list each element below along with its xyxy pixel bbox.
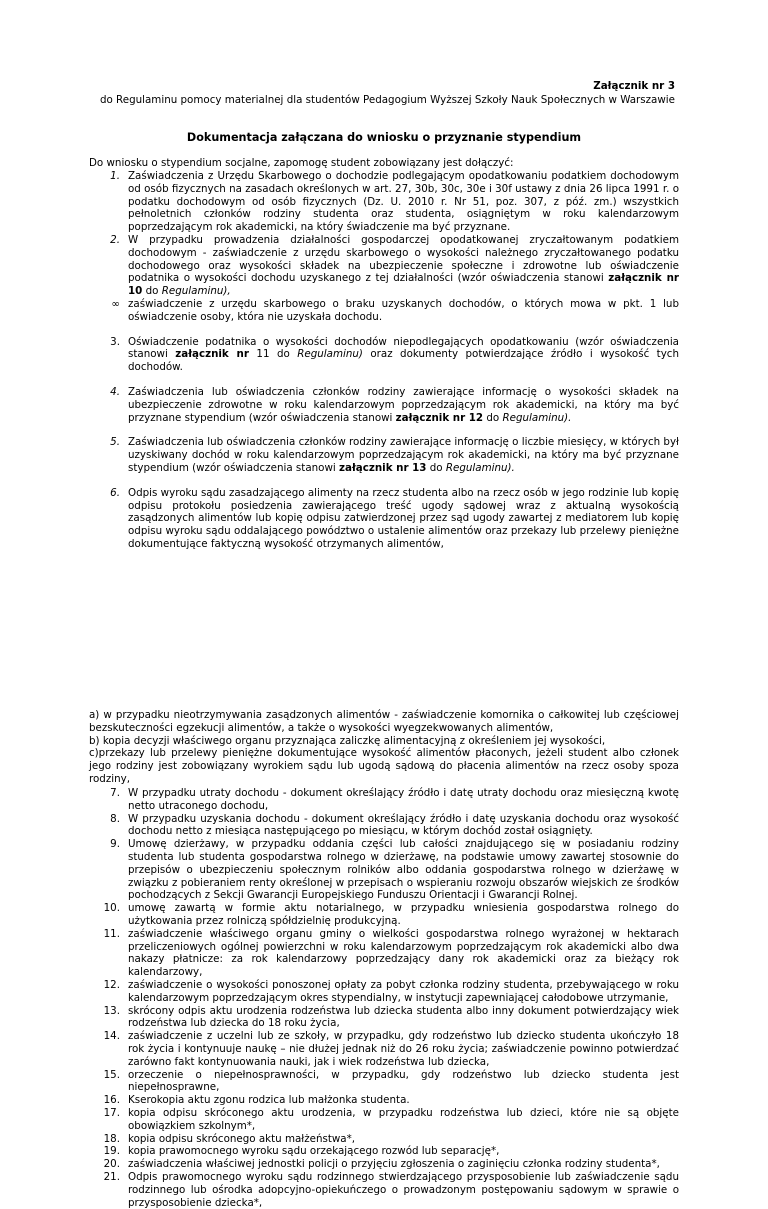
list-item (89, 787, 679, 813)
item-text: W przypadku utraty dochodu - dokument określający źródło i datę utraty dochodu oraz miesięczną kwotę netto utraconego dochodu, (128, 787, 679, 812)
requirements-list-2 (89, 787, 679, 1209)
item-text: Zaświadczenia lub oświadczenia członków rodziny zawierające informację o liczbie miesięcy, w których był uzyskiwany dochód w roku kalendarzowym poprzedzającym rok akademicki, na który ma być przyznane stypendium (wzór oświadczenia stanowi (128, 436, 679, 474)
item-text: Kserokopia aktu zgonu rodzica lub małżonka studenta. (128, 1094, 410, 1107)
item-text: Umowę dzierżawy, w przypadku oddania części lub całości znajdującego się w posiadaniu rodziny studenta lub studenta gospodarstwa rolnego w dzierżawę, na podstawie umowy zawartej stosownie do przepisów o ubezpieczeniu społecznym rolników albo oddania gospodarstwa rolnego w dzierżawę w związku z pobieraniem renty określonej w przepisach o wspieraniu rozwoju obszarów wiejskich ze środków pochodzących z Sekcji Gwarancji Europejskiego Funduszu Orientacji i Gwarancji Rolnej. (128, 838, 679, 902)
list-item (89, 928, 679, 979)
list-item (89, 170, 679, 234)
item-number: 2. (110, 233, 120, 246)
item-number: 15. (103, 1068, 120, 1081)
item-number: 3. (110, 335, 120, 348)
alimony-subpoints (89, 709, 679, 786)
bullet-symbol: ∞ (111, 297, 120, 310)
item-text: orzeczenie o niepełnosprawności, w przypadku, gdy rodzeństwo lub dziecko studenta jest niepełnosprawne, (128, 1068, 679, 1094)
requirements-list-1 (89, 170, 679, 551)
list-item (89, 1145, 679, 1158)
list-item (89, 1107, 679, 1133)
item-number: 1. (110, 170, 120, 182)
annex-reference: załącznik nr (175, 348, 249, 361)
item-text: skrócony odpis aktu urodzenia rodzeństwa lub dziecka studenta albo inny dokument potwierdzający wiek rodzeństwa lub dziecka do 18 roku życia, (128, 1004, 679, 1030)
item-text: zaświadczenie o wysokości ponoszonej opłaty za pobyt członka rodziny studenta, przebywającego w roku kalendarzowym poprzedzającym okres stypendialny, w instytucji zapewniającej całodobowe utrzymanie, (128, 978, 679, 1004)
item-text: kopia prawomocnego wyroku sądu orzekającego rozwód lub separację*, (128, 1145, 500, 1158)
item-text-mid: do (426, 461, 446, 474)
item-text: zaświadczenie właściwego organu gminy o wielkości gospodarstwa rolnego wyrażonej w hektarach przeliczeniowych ogólnej powierzchni w roku kalendarzowym poprzedzającym rok akademicki albo dwa nakazy płatnicze: za rok kalendarzowy poprzedzający dany rok akademicki oraz za bieżący rok kalendarzowy, (128, 927, 679, 979)
item-number: 18. (103, 1132, 120, 1145)
subpoint-b: b) kopia decyzji właściwego organu przyznająca zaliczkę alimentacyjną z określeniem jej wysokości, (89, 734, 606, 747)
annex-reference: załącznik nr 13 (339, 461, 427, 474)
list-item (89, 234, 679, 298)
list-item (89, 838, 679, 902)
item-text-mid: do (142, 285, 162, 298)
list-item (89, 336, 679, 374)
item-text: Oświadczenie podatnika o wysokości dochodów niepodlegających opodatkowaniu (wzór oświadczenia stanowi (128, 335, 679, 361)
item-number: 19. (103, 1145, 120, 1158)
item-number: 12. (103, 978, 120, 991)
item-text: Odpis wyroku sądu zasadzającego alimenty na rzecz studenta albo na rzecz osób w jego rodzinie lub kopię odpisu protokołu posiedzenia zawierającego treść ugody sądowej wraz z aktualną wysokością zasądzonych alimentów lub kopię odpisu zatwierdzonej przez sąd ugody zawartej z mediatorem lub kopię odpisu wyroku sądu oddalającego powództwo o ustalenie alimentów oraz przekazy lub przelewy pieniężne dokumentujące faktyczną wysokość otrzymanych alimentów, (128, 486, 679, 550)
item-number: 17. (103, 1106, 120, 1119)
list-item (89, 979, 679, 1005)
item-text: zaświadczenie z uczelni lub ze szkoły, w przypadku, gdy rodzeństwo lub dziecko studenta ukończyło 18 rok życia i kontynuuje naukę – nie dłużej jednak niż do 26 roku życia; zaświadczenie powinno potwierdzać zarówno fakt kontynuowania nauki, jak i wiek rodzeństwa lub dziecka, (128, 1030, 679, 1068)
item-number: 21. (103, 1170, 120, 1183)
item-number: 16. (103, 1094, 120, 1107)
item-number: 7. (110, 787, 120, 799)
subpoint-a: a) w przypadku nieotrzymywania zasądzonych alimentów - zaświadczenie komornika o całkowitej lub częściowej bezskuteczności egzekucji alimentów, a także o wysokości wyegzekwowanych alimentów, (89, 709, 679, 734)
regulation-reference: do Regulaminu pomocy materialnej dla studentów Pedagogium Wyższej Szkoły Nauk Społecznych w Warszawie (99, 94, 675, 106)
list-item (89, 1030, 679, 1068)
item-text-mid: do (483, 411, 503, 424)
item-text: umowę zawartą w formie aktu notarialnego, w przypadku wniesienia gospodarstwa rolnego do użytkowania przez rolniczą spółdzielnię produkcyjną. (128, 902, 679, 927)
item-text: zaświadczenia właściwej jednostki policji o przyjęciu zgłoszenia o zaginięciu członka rodziny studenta*, (128, 1158, 660, 1171)
item-text: Odpis prawomocnego wyroku sądu rodzinnego stwierdzającego przysposobienie lub zaświadczenie sądu rodzinnego lub ośrodka adopcyjno-opiekuńczego o prowadzonym postępowaniu sądowym w sprawie o przysposobienie dziecka*, (128, 1170, 679, 1209)
list-item (89, 813, 679, 839)
list-item (89, 1171, 679, 1209)
item-text: Zaświadczenia lub oświadczenia członków rodziny zawierające informację o wysokości składek na ubezpieczenie zdrowotne w roku kalendarzowym poprzedzającym rok akademicki, na który ma być przyznane stypendium (wzór oświadczenia stanowi (128, 385, 679, 424)
item-number: 10. (103, 902, 120, 915)
list-item (89, 1069, 679, 1095)
item-number: 13. (103, 1004, 120, 1017)
list-item (89, 1133, 679, 1146)
item-number: 4. (110, 385, 120, 398)
item-text-mid: 11 do (248, 348, 298, 361)
item-number: 8. (110, 812, 120, 825)
item-text: W przypadku uzyskania dochodu - dokument określający źródło i datę uzyskania dochodu oraz wysokość dochodu netto z miesiąca następującego po miesiącu, w którym dochód został osiągnięty. (128, 812, 679, 838)
regulation-name: Regulaminu) (297, 348, 363, 361)
list-item (89, 1094, 679, 1107)
list-item (89, 1158, 679, 1171)
item-number: 5. (110, 436, 120, 449)
item-number: 20. (103, 1158, 120, 1171)
document-title: Dokumentacja załączana do wniosku o przyznanie stypendium (186, 131, 582, 144)
subpoint-c: c)przekazy lub przelewy pieniężne dokumentujące wysokość alimentów płaconych, jeżeli student albo członek jego rodziny jest zobowiązany wyrokiem sądu lub ugodą sądową do płacenia alimentów na rzecz osoby spoza rodziny, (89, 747, 679, 785)
item-number: 11. (103, 927, 120, 940)
list-item (89, 386, 679, 424)
annex-reference: załącznik nr 10 (128, 272, 679, 298)
regulation-name: Regulaminu), (161, 285, 231, 298)
item-text: zaświadczenie z urzędu skarbowego o braku uzyskanych dochodów, o których mowa w pkt. 1 lub oświadczenie osoby, która nie uzyskała dochodu. (128, 297, 679, 323)
item-number: 14. (103, 1030, 120, 1043)
list-item (89, 902, 679, 928)
item-text-end: oraz dokumenty potwierdzające źródło i wysokość tych dochodów. (128, 348, 679, 374)
list-item (89, 1005, 679, 1031)
intro-text: Do wniosku o stypendium socjalne, zapomogę student zobowiązany jest dołączyć: (89, 157, 514, 169)
item-text: W przypadku prowadzenia działalności gospodarczej opodatkowanej zryczałtowanym podatkiem dochodowym - zaświadczenie z urzędu skarbowego o wysokości należnego zryczałtowanego podatku dochodowego oraz wysokości składek na ubezpieczenie społeczne i zdrowotne lub oświadczenie podatnika o wysokości dochodu uzyskanego z tej działalności (wzór oświadczenia stanowi (128, 233, 679, 285)
item-text: kopia odpisu skróconego aktu urodzenia, w przypadku rodzeństwa lub dzieci, które nie są objęte obowiązkiem szkolnym*, (128, 1106, 679, 1132)
regulation-name: Regulaminu). (445, 461, 515, 474)
item-number: 6. (110, 486, 120, 499)
item-number: 9. (110, 838, 120, 851)
list-item (89, 298, 679, 324)
regulation-name: Regulaminu). (502, 411, 572, 424)
annex-label: Załącznik nr 3 (593, 80, 675, 92)
list-item (89, 487, 679, 551)
list-item (89, 436, 679, 474)
item-text: Zaświadczenia z Urzędu Skarbowego o dochodzie podlegającym opodatkowaniu podatkiem dochodowym od osób fizycznych na zasadach określonych w art. 27, 30b, 30c, 30e i 30f ustawy z dnia 26 lipca 1991 r. o podatku dochodowym od osób fizycznych (Dz. U. 2010 r. Nr 51, poz. 307, z póź. zm.) wszystkich pełnoletnich członków rodziny studenta oraz studenta, osiągniętym w roku kalendarzowym poprzedzającym rok akademicki, na który świadczenie ma być przyznane. (128, 170, 679, 234)
annex-reference: załącznik nr 12 (395, 411, 484, 424)
item-text: kopia odpisu skróconego aktu małżeństwa*, (128, 1132, 356, 1145)
